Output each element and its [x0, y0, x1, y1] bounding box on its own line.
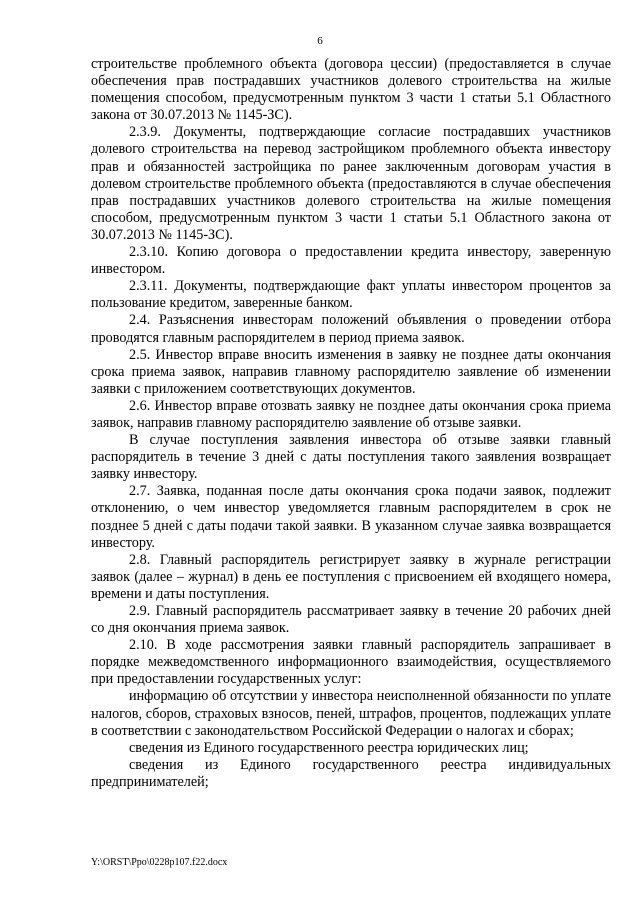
paragraph: 2.3.9. Документы, подтверждающие согласие пострадавших участников долевого строительства на перевод застройщиком проблемного объекта инвестору прав и обязанностей застройщика по ранее заключенным договорам участия в долевом строительстве проблемного объекта (предоставляются в случае обеспечения прав пострадавших участников долевого строительства на жилые помещения способом, предусмотренным пунктом 3 части 1 статьи 5.1 Областного закона от 30.07.2013 № 1145-ЗС). [91, 124, 611, 243]
file-path-footer: Y:\ORST\Ppo\0228p107.f22.docx [91, 857, 228, 868]
page-number: 6 [317, 35, 323, 47]
paragraph: 2.5. Инвестор вправе вносить изменения в заявку не позднее даты окончания срока приема заявок, направив главному распорядителю заявление об изменении заявки с приложением соответствующих документов. [91, 346, 611, 397]
paragraph: 2.8. Главный распорядитель регистрирует заявку в журнале регистрации заявок (далее – журнал) в день ее поступления с присвоением ей входящего номера, времени и даты поступления. [91, 551, 611, 602]
document-body [91, 56, 611, 791]
paragraph: сведения из Единого государственного реестра индивидуальных предпринимателей; [91, 756, 611, 790]
paragraph: 2.9. Главный распорядитель рассматривает заявку в течение 20 рабочих дней со дня окончания приема заявок. [91, 603, 611, 637]
paragraph: 2.3.10. Копию договора о предоставлении кредита инвестору, заверенную инвестором. [91, 244, 611, 278]
paragraph: строительстве проблемного объекта (договора цессии) (предоставляется в случае обеспечения прав пострадавших участников долевого строительства на жилые помещения способом, предусмотренным пунктом 3 части 1 статьи 5.1 Областного закона от 30.07.2013 № 1145-ЗС). [91, 56, 611, 124]
paragraph: 2.6. Инвестор вправе отозвать заявку не позднее даты окончания срока приема заявок, направив главному распорядителю заявление об отзыве заявки. [91, 397, 611, 431]
paragraph: 2.7. Заявка, поданная после даты окончания срока подачи заявок, подлежит отклонению, о чем инвестор уведомляется главным распорядителем в срок не позднее 5 дней с даты подачи такой заявки. В указанном случае заявка возвращается инвестору. [91, 483, 611, 551]
paragraph: 2.4. Разъяснения инвесторам положений объявления о проведении отбора проводятся главным распорядителем в период приема заявок. [91, 312, 611, 346]
paragraph: 2.10. В ходе рассмотрения заявки главный распорядитель запрашивает в порядке межведомственного информационного взаимодействия, осуществляемого при предоставлении государственных услуг: [91, 637, 611, 688]
paragraph: сведения из Единого государственного реестра юридических лиц; [129, 739, 529, 756]
paragraph: 2.3.11. Документы, подтверждающие факт уплаты инвестором процентов за пользование кредитом, заверенные банком. [91, 278, 611, 312]
paragraph: информацию об отсутствии у инвестора неисполненной обязанности по уплате налогов, сборов, страховых взносов, пеней, штрафов, процентов, подлежащих уплате в соответствии с законодательством Российской Федерации о налогах и сборах; [91, 688, 611, 739]
paragraph: В случае поступления заявления инвестора об отзыве заявки главный распорядитель в течение 3 дней с даты поступления такого заявления возвращает заявку инвестору. [91, 432, 611, 483]
